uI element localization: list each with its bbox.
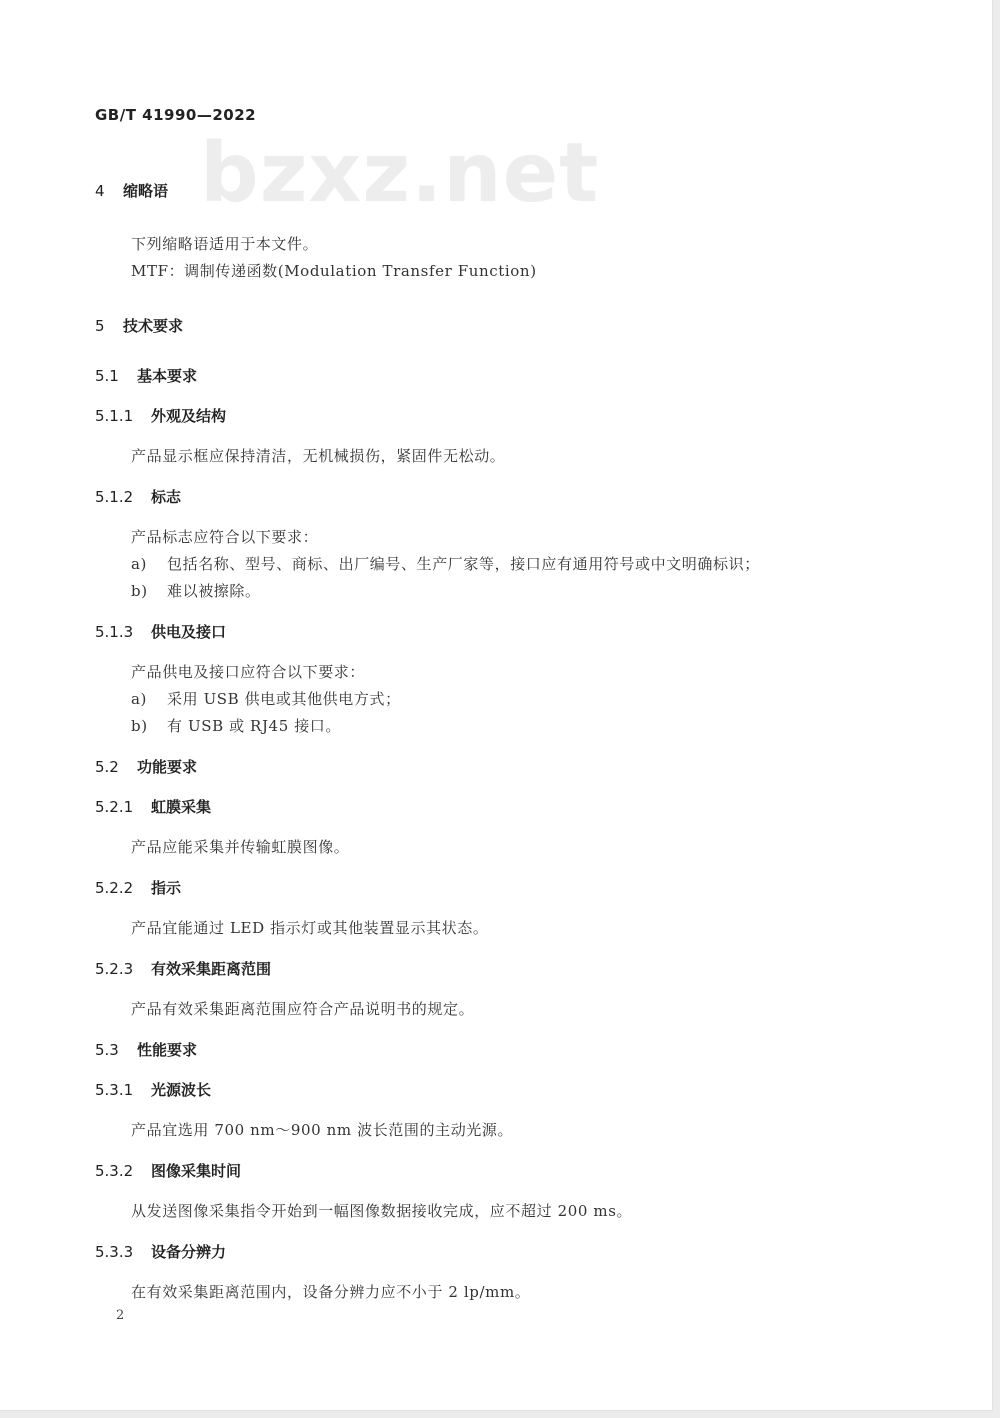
section-5-1-3-heading [95,621,226,642]
section-5-1-heading [95,365,197,386]
section-number: 5.1 [95,367,119,385]
section-title: 设备分辨力 [151,1243,227,1261]
section-5-1-1-heading [95,405,226,426]
section-number: 5.1.1 [95,407,134,425]
section-5-3-2-heading [95,1160,241,1181]
list-item-text: 包括名称、型号、商标、出厂编号、生产厂家等，接口应有通用符号或中文明确标识； [167,555,760,573]
section-title: 技术要求 [123,317,184,335]
list-item-text: 难以被擦除。 [167,582,261,600]
list-marker: b) [131,717,148,735]
list-item [131,580,261,601]
section-number: 5.1.2 [95,488,134,506]
list-item [131,688,401,709]
list-item-text: 有 USB 或 RJ45 接口。 [167,717,342,735]
section-5-3-1-paragraph: 产品宜选用 700 nm～900 nm 波长范围的主动光源。 [131,1121,514,1139]
section-5-3-1-heading [95,1079,211,1100]
section-title: 供电及接口 [151,623,227,641]
section-number: 5.2.2 [95,879,134,897]
section-5-1-2-heading [95,486,181,507]
section-title: 虹膜采集 [151,798,212,816]
section-title: 外观及结构 [151,407,227,425]
section-title: 性能要求 [137,1041,198,1059]
section-5-2-3-paragraph: 产品有效采集距离范围应符合产品说明书的规定。 [131,1000,475,1018]
section-title: 光源波长 [151,1081,212,1099]
section-5-2-heading [95,756,197,777]
section-title: 基本要求 [137,367,198,385]
section-5-3-3-heading [95,1241,226,1262]
section-title: 标志 [151,488,182,506]
section-5-2-2-heading [95,877,181,898]
section-5-1-2-paragraph: 产品标志应符合以下要求： [131,528,319,546]
list-item [131,553,760,574]
section-5-2-2-paragraph: 产品宜能通过 LED 指示灯或其他装置显示其状态。 [131,919,489,937]
section-4-paragraph-2: MTF：调制传递函数(Modulation Transfer Function) [131,262,537,280]
section-5-1-1-paragraph: 产品显示框应保持清洁，无机械损伤，紧固件无松动。 [131,447,506,465]
section-5-2-1-paragraph: 产品应能采集并传输虹膜图像。 [131,838,350,856]
page-number: 2 [116,1308,125,1323]
section-5-2-1-heading [95,796,211,817]
section-number: 5.2.3 [95,960,134,978]
section-title: 功能要求 [137,758,198,776]
section-5-2-3-heading [95,958,271,979]
section-number: 5.3 [95,1041,119,1059]
section-number: 5 [95,317,105,335]
list-marker: a) [131,555,147,573]
section-number: 5.2 [95,758,119,776]
list-item-text: 采用 USB 供电或其他供电方式； [167,690,401,708]
section-title: 有效采集距离范围 [151,960,272,978]
section-5-heading [95,315,183,336]
section-5-3-heading [95,1039,197,1060]
section-5-1-3-paragraph: 产品供电及接口应符合以下要求： [131,663,366,681]
section-title: 图像采集时间 [151,1162,242,1180]
section-number: 4 [95,182,105,200]
standard-code: GB/T 41990—2022 [95,106,257,124]
section-5-3-3-paragraph: 在有效采集距离范围内，设备分辨力应不小于 2 lp/mm。 [131,1283,531,1301]
watermark: bzxz.net [200,126,600,221]
section-number: 5.3.3 [95,1243,134,1261]
section-number: 5.2.1 [95,798,134,816]
list-item [131,715,341,736]
section-title: 缩略语 [123,182,169,200]
section-4-heading [95,180,168,201]
section-5-3-2-paragraph: 从发送图像采集指令开始到一幅图像数据接收完成，应不超过 200 ms。 [131,1202,633,1220]
list-marker: b) [131,582,148,600]
section-title: 指示 [151,879,182,897]
section-number: 5.3.1 [95,1081,134,1099]
section-number: 5.1.3 [95,623,134,641]
section-4-paragraph-1: 下列缩略语适用于本文件。 [131,235,319,253]
list-marker: a) [131,690,147,708]
section-number: 5.3.2 [95,1162,134,1180]
